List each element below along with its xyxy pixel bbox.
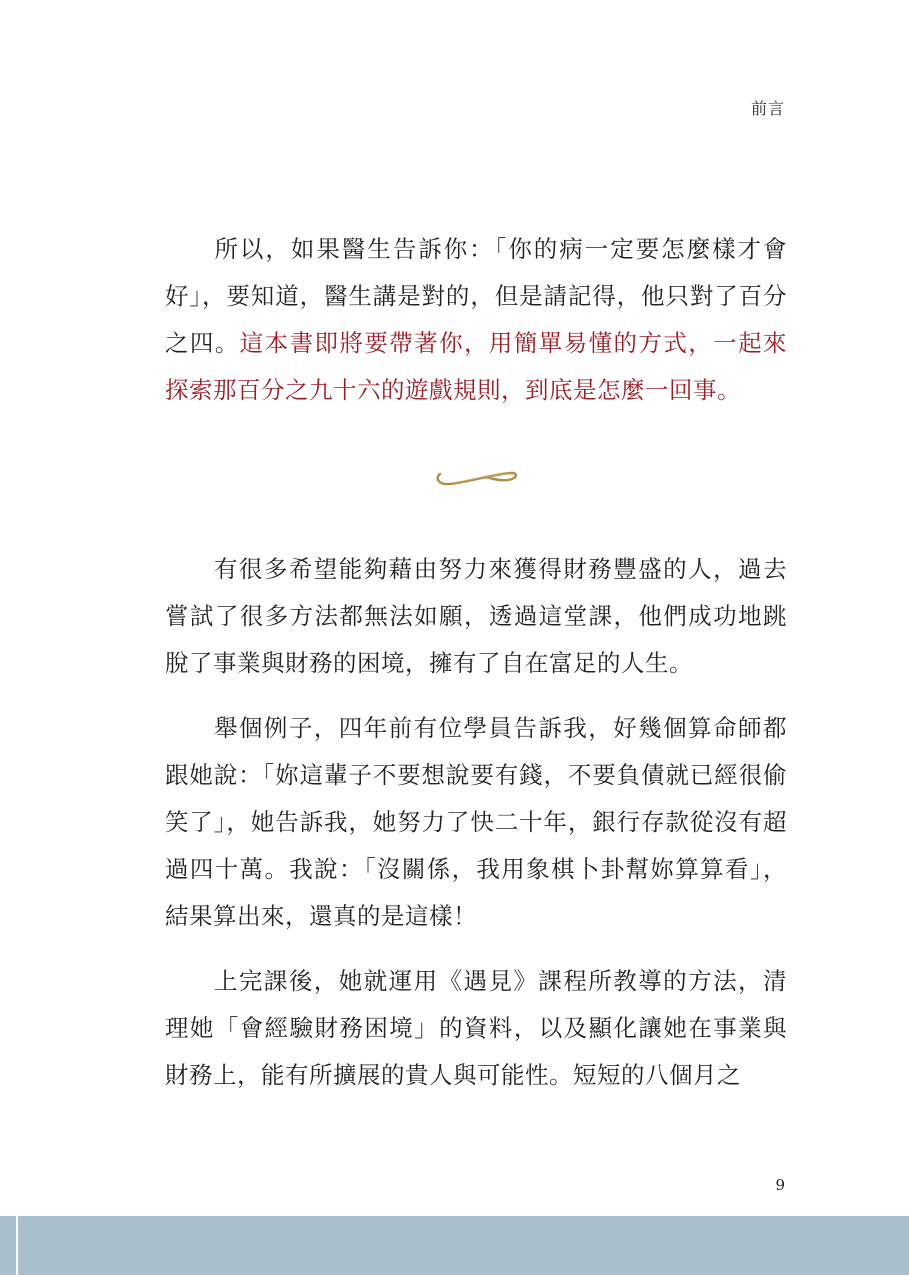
running-header: 前言 xyxy=(750,99,785,118)
flourish-ornament-icon xyxy=(432,464,520,490)
paragraph-4-text: 上完課後，她就運用《遇見》課程所教導的方法，清理她「會經驗財務困境」的資料，以及顯化讓她在事業與財務上，能有所擴展的貴人與可能性。短短的八個月之 xyxy=(165,967,787,1089)
paragraph-1 xyxy=(165,226,787,414)
paragraph-2 xyxy=(165,546,787,687)
paragraph-4 xyxy=(165,958,787,1099)
footer-band xyxy=(0,1216,909,1275)
paragraph-3-text: 舉個例子，四年前有位學員告訴我，好幾個算命師都跟她說：「妳這輩子不要想說要有錢，不要負債就已經很偷笑了」，她告訴我，她努力了快二十年，銀行存款從沒有超過四十萬。我說：「沒關係，我用象棋卜卦幫妳算算看」，結果算出來，還真的是這樣！ xyxy=(165,714,787,930)
page-number: 9 xyxy=(775,1176,785,1194)
footer-stripe xyxy=(16,1216,18,1275)
paragraph-1-text: 所以，如果醫生告訴你：「你的病一定要怎麼樣才會好」，要知道，醫生講是對的，但是請記得，他只對了百分之四。 xyxy=(165,235,787,357)
paragraph-1-emphasis: 這本書即將要帶著你，用簡單易懂的方式，一起來探索那百分之九十六的遊戲規則，到底是怎麼一回事。 xyxy=(165,329,787,404)
paragraph-2-text: 有很多希望能夠藉由努力來獲得財務豐盛的人，過去嘗試了很多方法都無法如願，透過這堂課，他們成功地跳脫了事業與財務的困境，擁有了自在富足的人生。 xyxy=(165,555,787,677)
paragraph-3 xyxy=(165,705,787,940)
